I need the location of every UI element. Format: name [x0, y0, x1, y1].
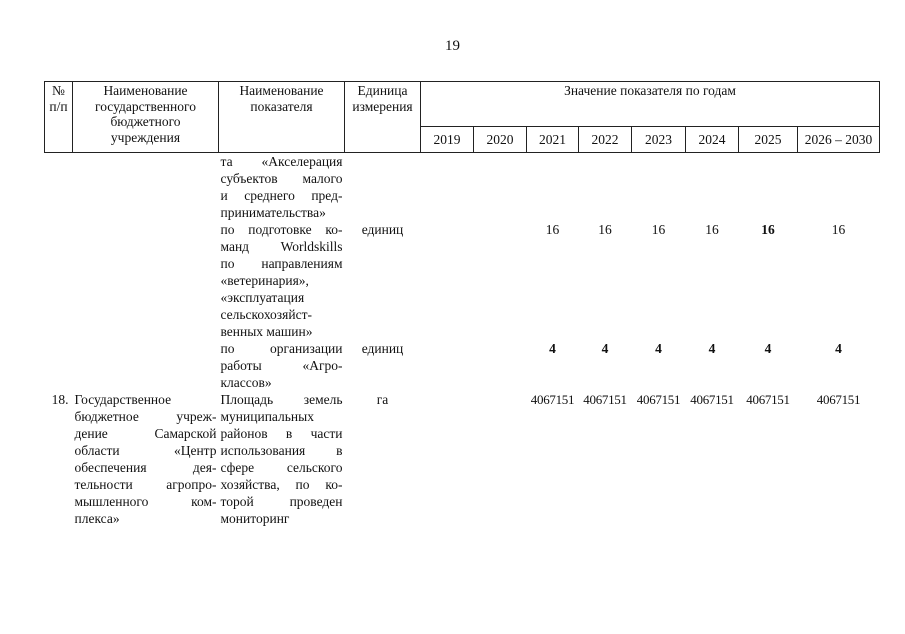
- value-cell: [421, 391, 474, 527]
- value-cell: 4: [655, 341, 662, 356]
- value-cell: 4067151: [746, 392, 790, 407]
- header-institution: Наименование государственного бюджетного учреждения: [73, 82, 219, 153]
- header-values: Значение показателя по годам: [421, 82, 880, 127]
- header-year: 2025: [739, 126, 798, 152]
- institution-line: Государственное: [74, 392, 172, 407]
- header-year: 2023: [632, 126, 686, 152]
- value-cell: 4067151: [636, 392, 681, 407]
- num-cell: [45, 340, 73, 391]
- indicator-line: районов в части: [220, 426, 343, 441]
- value-cell: [474, 391, 527, 527]
- institution-cell: [73, 391, 219, 527]
- table-row: [45, 340, 880, 391]
- indicator-line: использования в: [220, 443, 343, 458]
- header-year: 2020: [474, 126, 527, 152]
- header-year: 2026 – 2030: [798, 126, 880, 152]
- value-cell: 4067151: [530, 392, 575, 407]
- value-cell: 16: [831, 222, 846, 237]
- indicator-line: «эксплуатация: [220, 290, 305, 305]
- value-cell: 16: [545, 222, 560, 237]
- num-cell: [45, 153, 73, 341]
- value-cell: 16: [651, 222, 666, 237]
- institution-cell: [73, 340, 219, 391]
- header-year: 2019: [421, 126, 474, 152]
- value-cell: 4067151: [583, 392, 627, 407]
- indicator-line: по организации: [220, 341, 343, 356]
- value-cell: 16: [598, 222, 612, 237]
- value-cell: 4067151: [690, 392, 734, 407]
- value-cell: [474, 340, 527, 391]
- indicator-line: субъектов малого: [220, 171, 343, 186]
- page-number: 19: [445, 38, 460, 54]
- indicator-line: по подготовке ко-: [220, 222, 343, 237]
- indicator-line: принимательства»: [220, 205, 326, 220]
- institution-cell: [73, 153, 219, 341]
- value-cell: [421, 153, 474, 341]
- table-row: [45, 153, 880, 341]
- institution-line: обеспечения дея-: [74, 460, 217, 475]
- value-cell: 16: [705, 222, 719, 237]
- indicator-line: манд Worldskills: [220, 239, 343, 254]
- indicator-line: и среднего пред-: [220, 188, 343, 203]
- unit-cell: единиц: [361, 222, 404, 237]
- indicator-cell: [219, 340, 345, 391]
- indicator-table: [44, 81, 880, 527]
- indicator-line: мониторинг: [220, 511, 290, 526]
- header-year: 2022: [579, 126, 632, 152]
- indicator-line: Площадь земель: [220, 392, 343, 407]
- value-cell: 4: [601, 341, 609, 356]
- indicator-line: венных машин»: [220, 324, 313, 339]
- indicator-line: по направлениям: [220, 256, 343, 271]
- institution-line: бюджетное учреж-: [74, 409, 217, 424]
- value-cell: 4: [764, 341, 772, 356]
- value-cell: [474, 153, 527, 341]
- value-cell: [421, 340, 474, 391]
- table-row: [45, 391, 880, 527]
- header-indicator: Наименование показателя: [219, 82, 345, 153]
- institution-line: области «Центр: [74, 443, 217, 458]
- value-cell: 4: [549, 341, 556, 356]
- institution-line: дение Самарской: [74, 426, 217, 441]
- indicator-line: сфере сельского: [220, 460, 343, 475]
- num-cell: 18.: [51, 392, 69, 407]
- indicator-line: «ветеринария»,: [220, 273, 309, 288]
- header-unit: Единица измерения: [345, 82, 421, 153]
- header-year: 2024: [686, 126, 739, 152]
- value-cell: 16: [761, 222, 775, 237]
- institution-line: тельности агропро-: [74, 477, 217, 492]
- indicator-line: сельскохозяйст-: [220, 307, 312, 322]
- institution-line: мышленного ком-: [74, 494, 217, 509]
- value-cell: 4: [835, 341, 842, 356]
- indicator-line: классов»: [220, 375, 272, 390]
- value-cell: 4067151: [816, 392, 861, 407]
- value-cell: 4: [708, 341, 716, 356]
- unit-cell: га: [376, 392, 389, 407]
- indicator-line: хозяйства, по ко-: [220, 477, 343, 492]
- header-num: № п/п: [45, 82, 73, 153]
- indicator-cell: [219, 391, 345, 527]
- indicator-line: муниципальных: [220, 409, 314, 424]
- unit-cell: единиц: [361, 341, 404, 356]
- indicator-line: работы «Агро-: [220, 358, 343, 373]
- indicator-line: торой проведен: [220, 494, 343, 509]
- institution-line: плекса»: [74, 511, 120, 526]
- header-year: 2021: [527, 126, 579, 152]
- indicator-cell: [219, 153, 345, 341]
- indicator-line: та «Акселерация: [220, 154, 343, 169]
